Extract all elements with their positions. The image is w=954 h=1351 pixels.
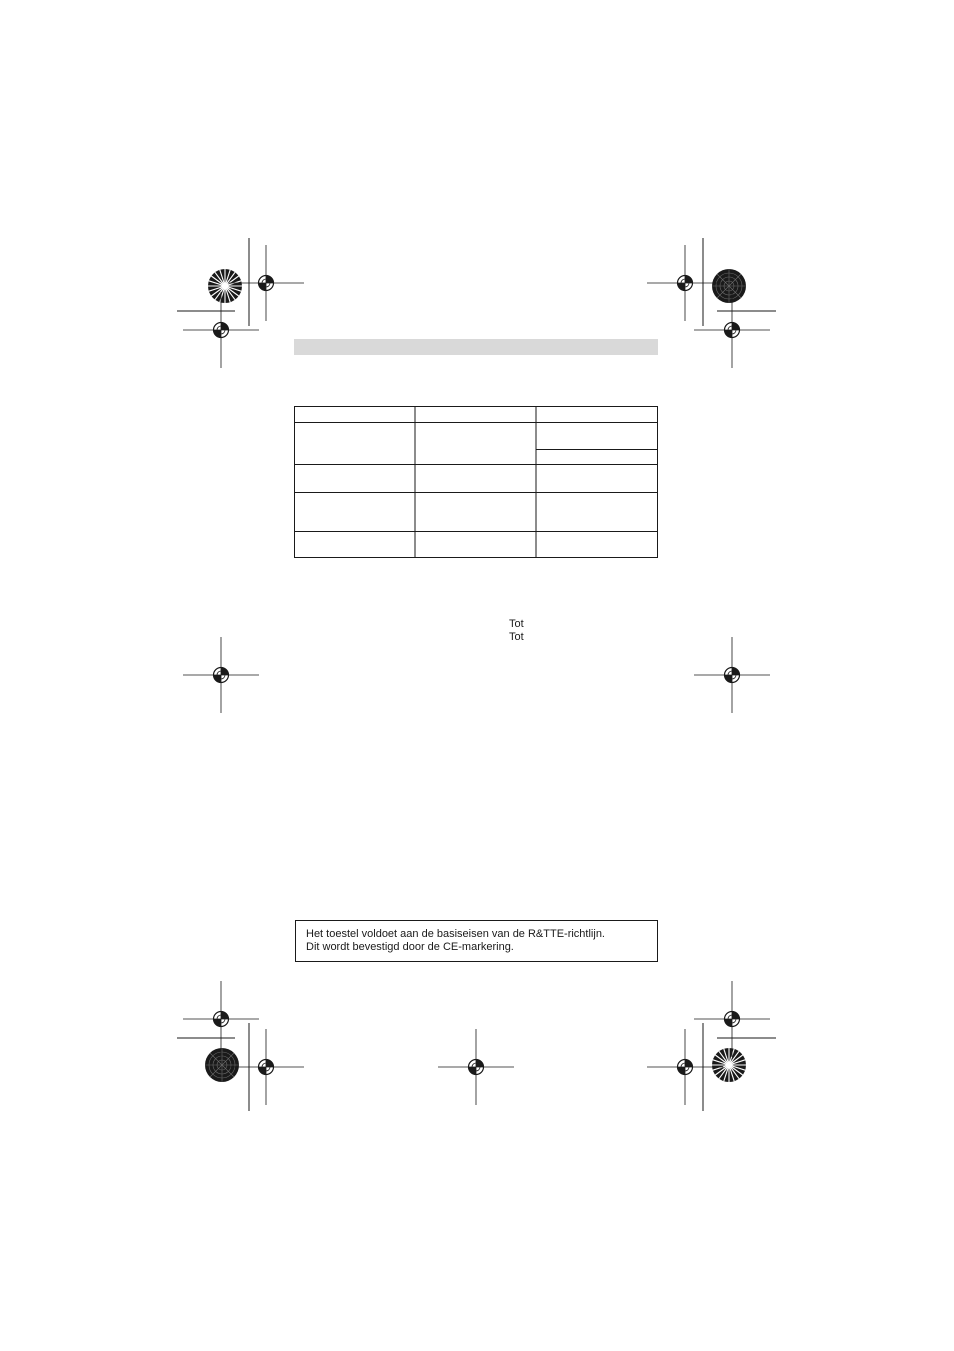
ce-notice-box [295,920,658,962]
spec-table [294,406,658,558]
ce-notice-line-2: Dit wordt bevestigd door de CE-markering. [306,941,514,953]
tot-label-2: Tot [509,631,524,643]
ce-notice-line-1: Het toestel voldoet aan de basiseisen van de R&TTE-richtlijn. [306,928,605,940]
tot-label-1: Tot [509,618,524,630]
section-header-band [294,339,658,355]
